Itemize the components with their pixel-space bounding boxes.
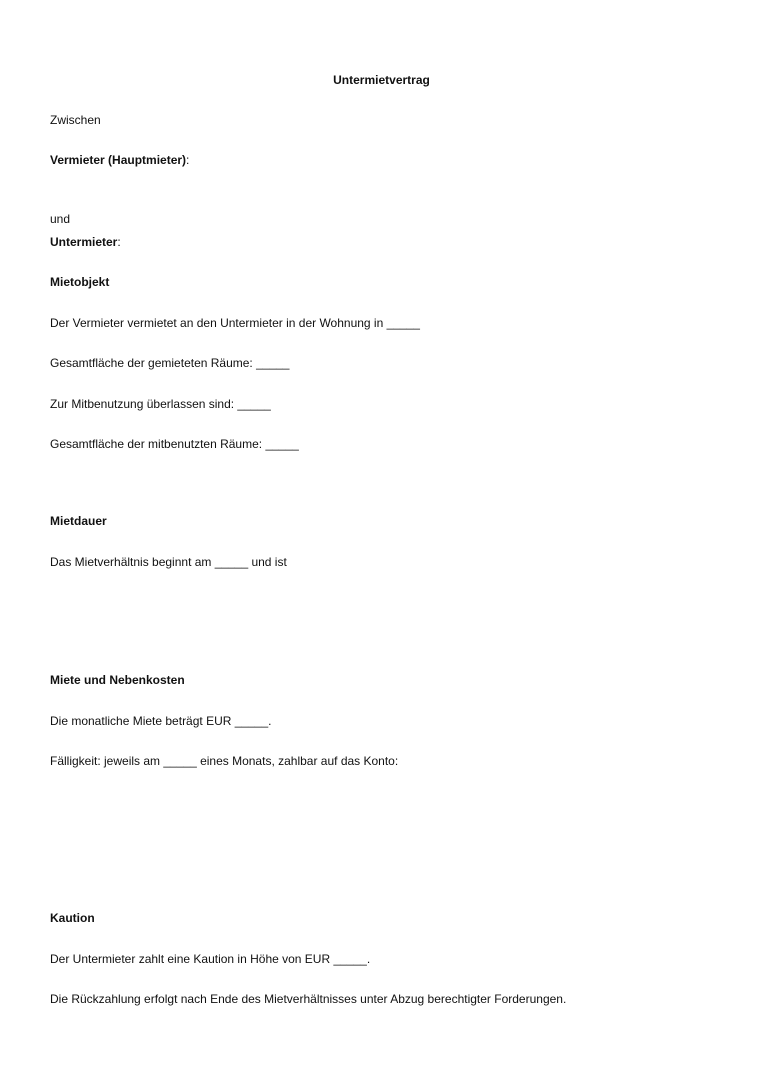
rental-object-line: Zur Mitbenutzung überlassen sind: _____ bbox=[50, 397, 271, 411]
tenant-suffix: : bbox=[117, 235, 121, 249]
rental-object-line: Gesamtfläche der mitbenutzten Räume: _____ bbox=[50, 437, 299, 451]
intro-text: Zwischen bbox=[50, 113, 101, 127]
deposit-line: Der Untermieter zahlt eine Kaution in Höhe von EUR _____. bbox=[50, 952, 371, 966]
rent-heading: Miete und Nebenkosten bbox=[50, 673, 185, 687]
deposit-heading: Kaution bbox=[50, 911, 95, 925]
rent-line: Die monatliche Miete beträgt EUR _____. bbox=[50, 714, 272, 728]
rental-object-line: Der Vermieter vermietet an den Untermieter in der Wohnung in _____ bbox=[50, 316, 420, 330]
landlord-suffix: : bbox=[186, 153, 190, 167]
rental-object-line: Gesamtfläche der gemieteten Räume: _____ bbox=[50, 356, 290, 370]
duration-line: Das Mietverhältnis beginnt am _____ und ist bbox=[50, 555, 287, 569]
deposit-line: Die Rückzahlung erfolgt nach Ende des Mietverhältnisses unter Abzug berechtigter Forderungen. bbox=[50, 992, 567, 1006]
rent-line: Fälligkeit: jeweils am _____ eines Monats, zahlbar auf das Konto: bbox=[50, 754, 399, 768]
landlord-label: Vermieter (Hauptmieter) bbox=[50, 153, 187, 167]
landlord-line bbox=[50, 153, 189, 167]
tenant-line bbox=[50, 235, 121, 249]
tenant-label: Untermieter bbox=[50, 235, 118, 249]
duration-heading: Mietdauer bbox=[50, 514, 107, 528]
and-text: und bbox=[50, 212, 71, 226]
document-title: Untermietvertrag bbox=[333, 73, 430, 87]
rental-object-heading: Mietobjekt bbox=[50, 275, 110, 289]
